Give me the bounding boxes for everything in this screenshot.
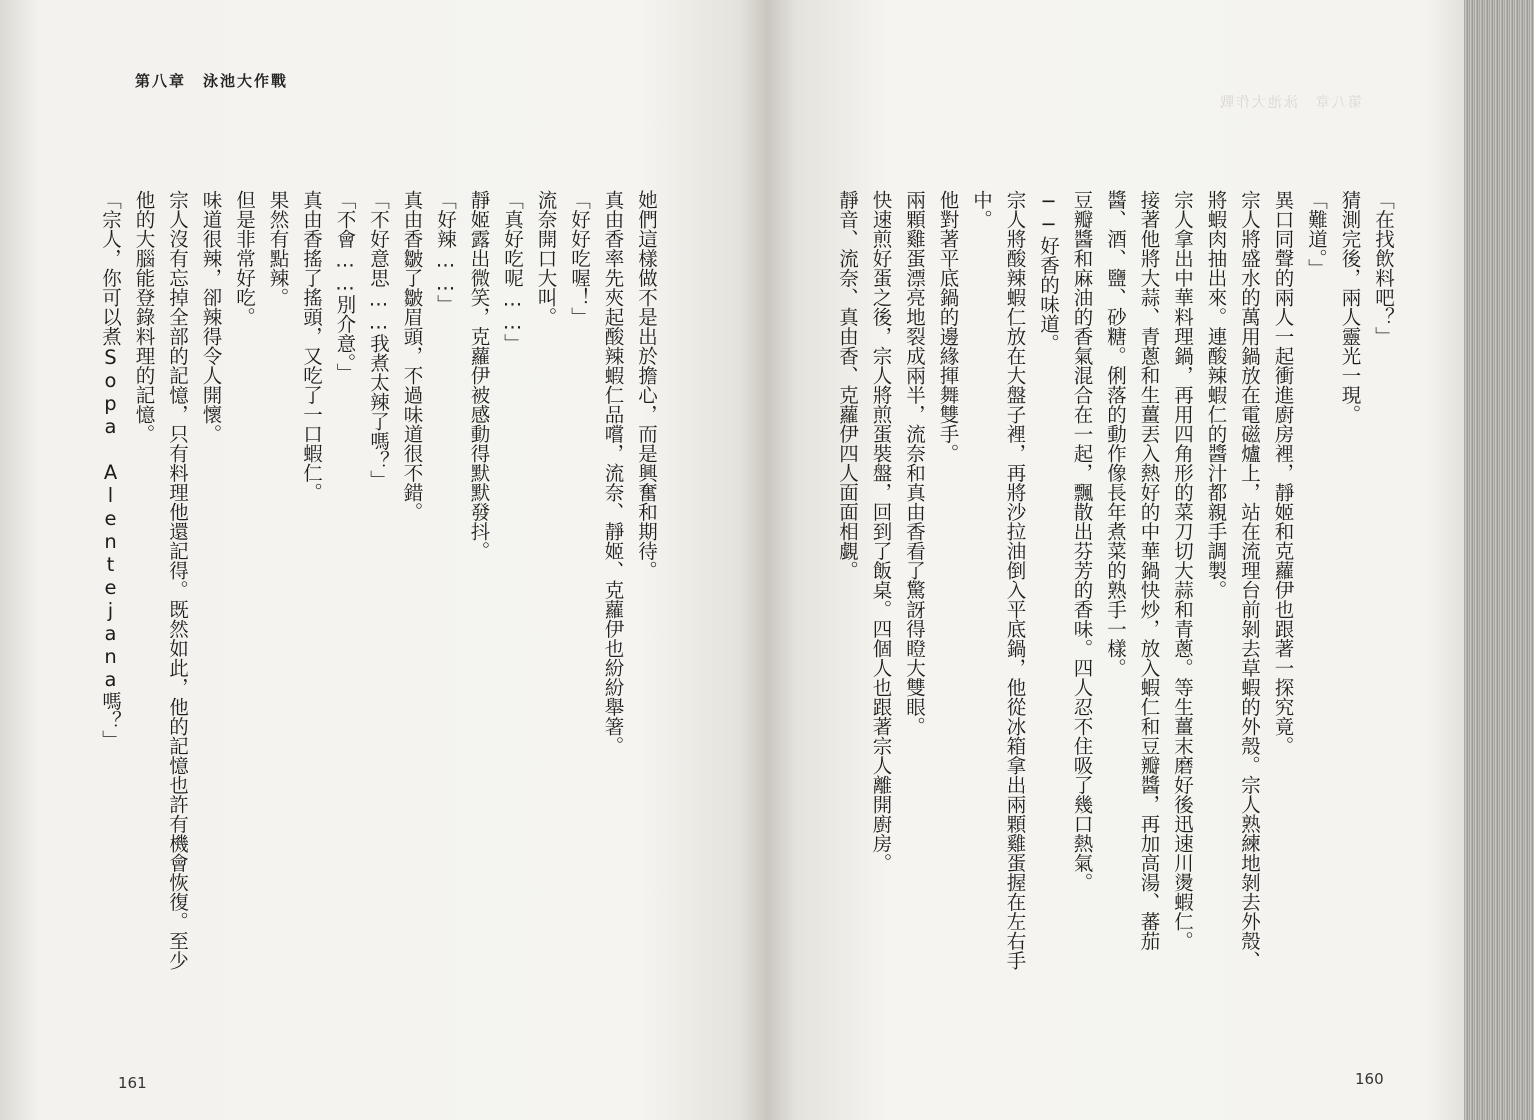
page-number-right: 160 (1355, 1070, 1384, 1088)
text-line: 真由香皺了皺眉頭，不過味道很不錯。 (400, 190, 424, 522)
text-line: 宗人拿出中華料理鍋，再用四角形的菜刀切大蒜和青蔥。等生薑末磨好後迅速川燙蝦仁。 (1171, 190, 1194, 951)
text-line: 「真好吃呢……」 (501, 190, 524, 353)
text-line: 他的大腦能登錄料理的記憶。 (132, 190, 156, 444)
text-line: 真由香搖了搖頭，又吃了一口蝦仁。 (300, 190, 323, 502)
text-line: 果然有點辣。 (266, 190, 290, 307)
text-line: 她們這樣做不是出於擔心，而是興奮和期待。 (635, 190, 658, 580)
text-line: ──好香的味道。 (1037, 190, 1060, 353)
right-page-text (838, 190, 1400, 1060)
text-line: 猜測完後，兩人靈光一現。 (1338, 190, 1362, 424)
text-line: 接著他將大蒜、青蔥和生薑丟入熱好的中華鍋快炒，放入蝦仁和豆瓣醬，再加高湯、蕃茄 (1137, 190, 1161, 951)
running-head: 第八章 泳池大作戰 (135, 72, 289, 90)
text-line: 靜姬露出微笑，克蘿伊被感動得默默發抖。 (467, 190, 491, 561)
text-line: 兩顆雞蛋漂亮地裂成兩半，流奈和真由香看了驚訝得瞪大雙眼。 (903, 190, 926, 736)
text-line: 「難道。」 (1305, 190, 1328, 278)
text-line: 味道很辣，卻辣得令人開懷。 (199, 190, 223, 444)
text-line: 將蝦肉抽出來。連酸辣蝦仁的醬汁都親手調製。 (1204, 190, 1228, 600)
text-line: 真由香率先夾起酸辣蝦仁品嚐，流奈、靜姬、克蘿伊也紛紛舉箸。 (601, 190, 625, 756)
text-line: 「在找飲料吧？」 (1372, 190, 1395, 346)
left-page-text (99, 190, 663, 1050)
text-line: 「好辣……」 (434, 190, 457, 314)
text-line: 宗人將酸辣蝦仁放在大盤子裡，再將沙拉油倒入平底鍋，他從冰箱拿出兩顆雞蛋握在左右手 (1003, 190, 1027, 970)
text-line: 宗人將盛水的萬用鍋放在電磁爐上，站在流理台前剝去草蝦的外殼。宗人熟練地剝去外殼、 (1238, 190, 1261, 970)
show-through-running-head: 第八章 泳池大作戰 (1218, 95, 1362, 111)
text-line: 靜音、流奈、真由香、克蘿伊四人面面相覷。 (836, 190, 859, 580)
text-line: 豆瓣醬和麻油的香氣混合在一起，飄散出芬芳的香味。四人忍不住吸了幾口熱氣。 (1070, 190, 1094, 892)
text-line: 中。 (970, 190, 993, 229)
text-line: 醬、酒、鹽、砂糖。俐落的動作像長年煮菜的熟手一樣。 (1104, 190, 1127, 678)
text-line: 異口同聲的兩人一起衝進廚房裡，靜姬和克蘿伊也跟著一探究竟。 (1271, 190, 1295, 756)
text-line: 「不會……別介意。」 (333, 190, 357, 383)
text-line: 「宗人，你可以煮Sopa Alentejana嗎？」 (99, 190, 122, 750)
text-line: 「不好意思……我煮太辣了嗎？」 (367, 190, 390, 490)
text-line: 他對著平底鍋的邊緣揮舞雙手。 (936, 190, 960, 463)
text-line: 快速煎好蛋之後，宗人將煎蛋裝盤，回到了飯桌。四個人也跟著宗人離開廚房。 (869, 190, 893, 873)
text-line: 但是非常好吃。 (233, 190, 256, 327)
text-line: 「好好吃喔！」 (568, 190, 591, 327)
text-line: 宗人沒有忘掉全部的記憶，只有料理他還記得。既然如此，他的記憶也許有機會恢復。至少 (166, 190, 189, 970)
text-line: 流奈開口大叫。 (534, 190, 558, 327)
book-page-edges (1464, 0, 1534, 1120)
page-number-left: 161 (118, 1074, 147, 1092)
